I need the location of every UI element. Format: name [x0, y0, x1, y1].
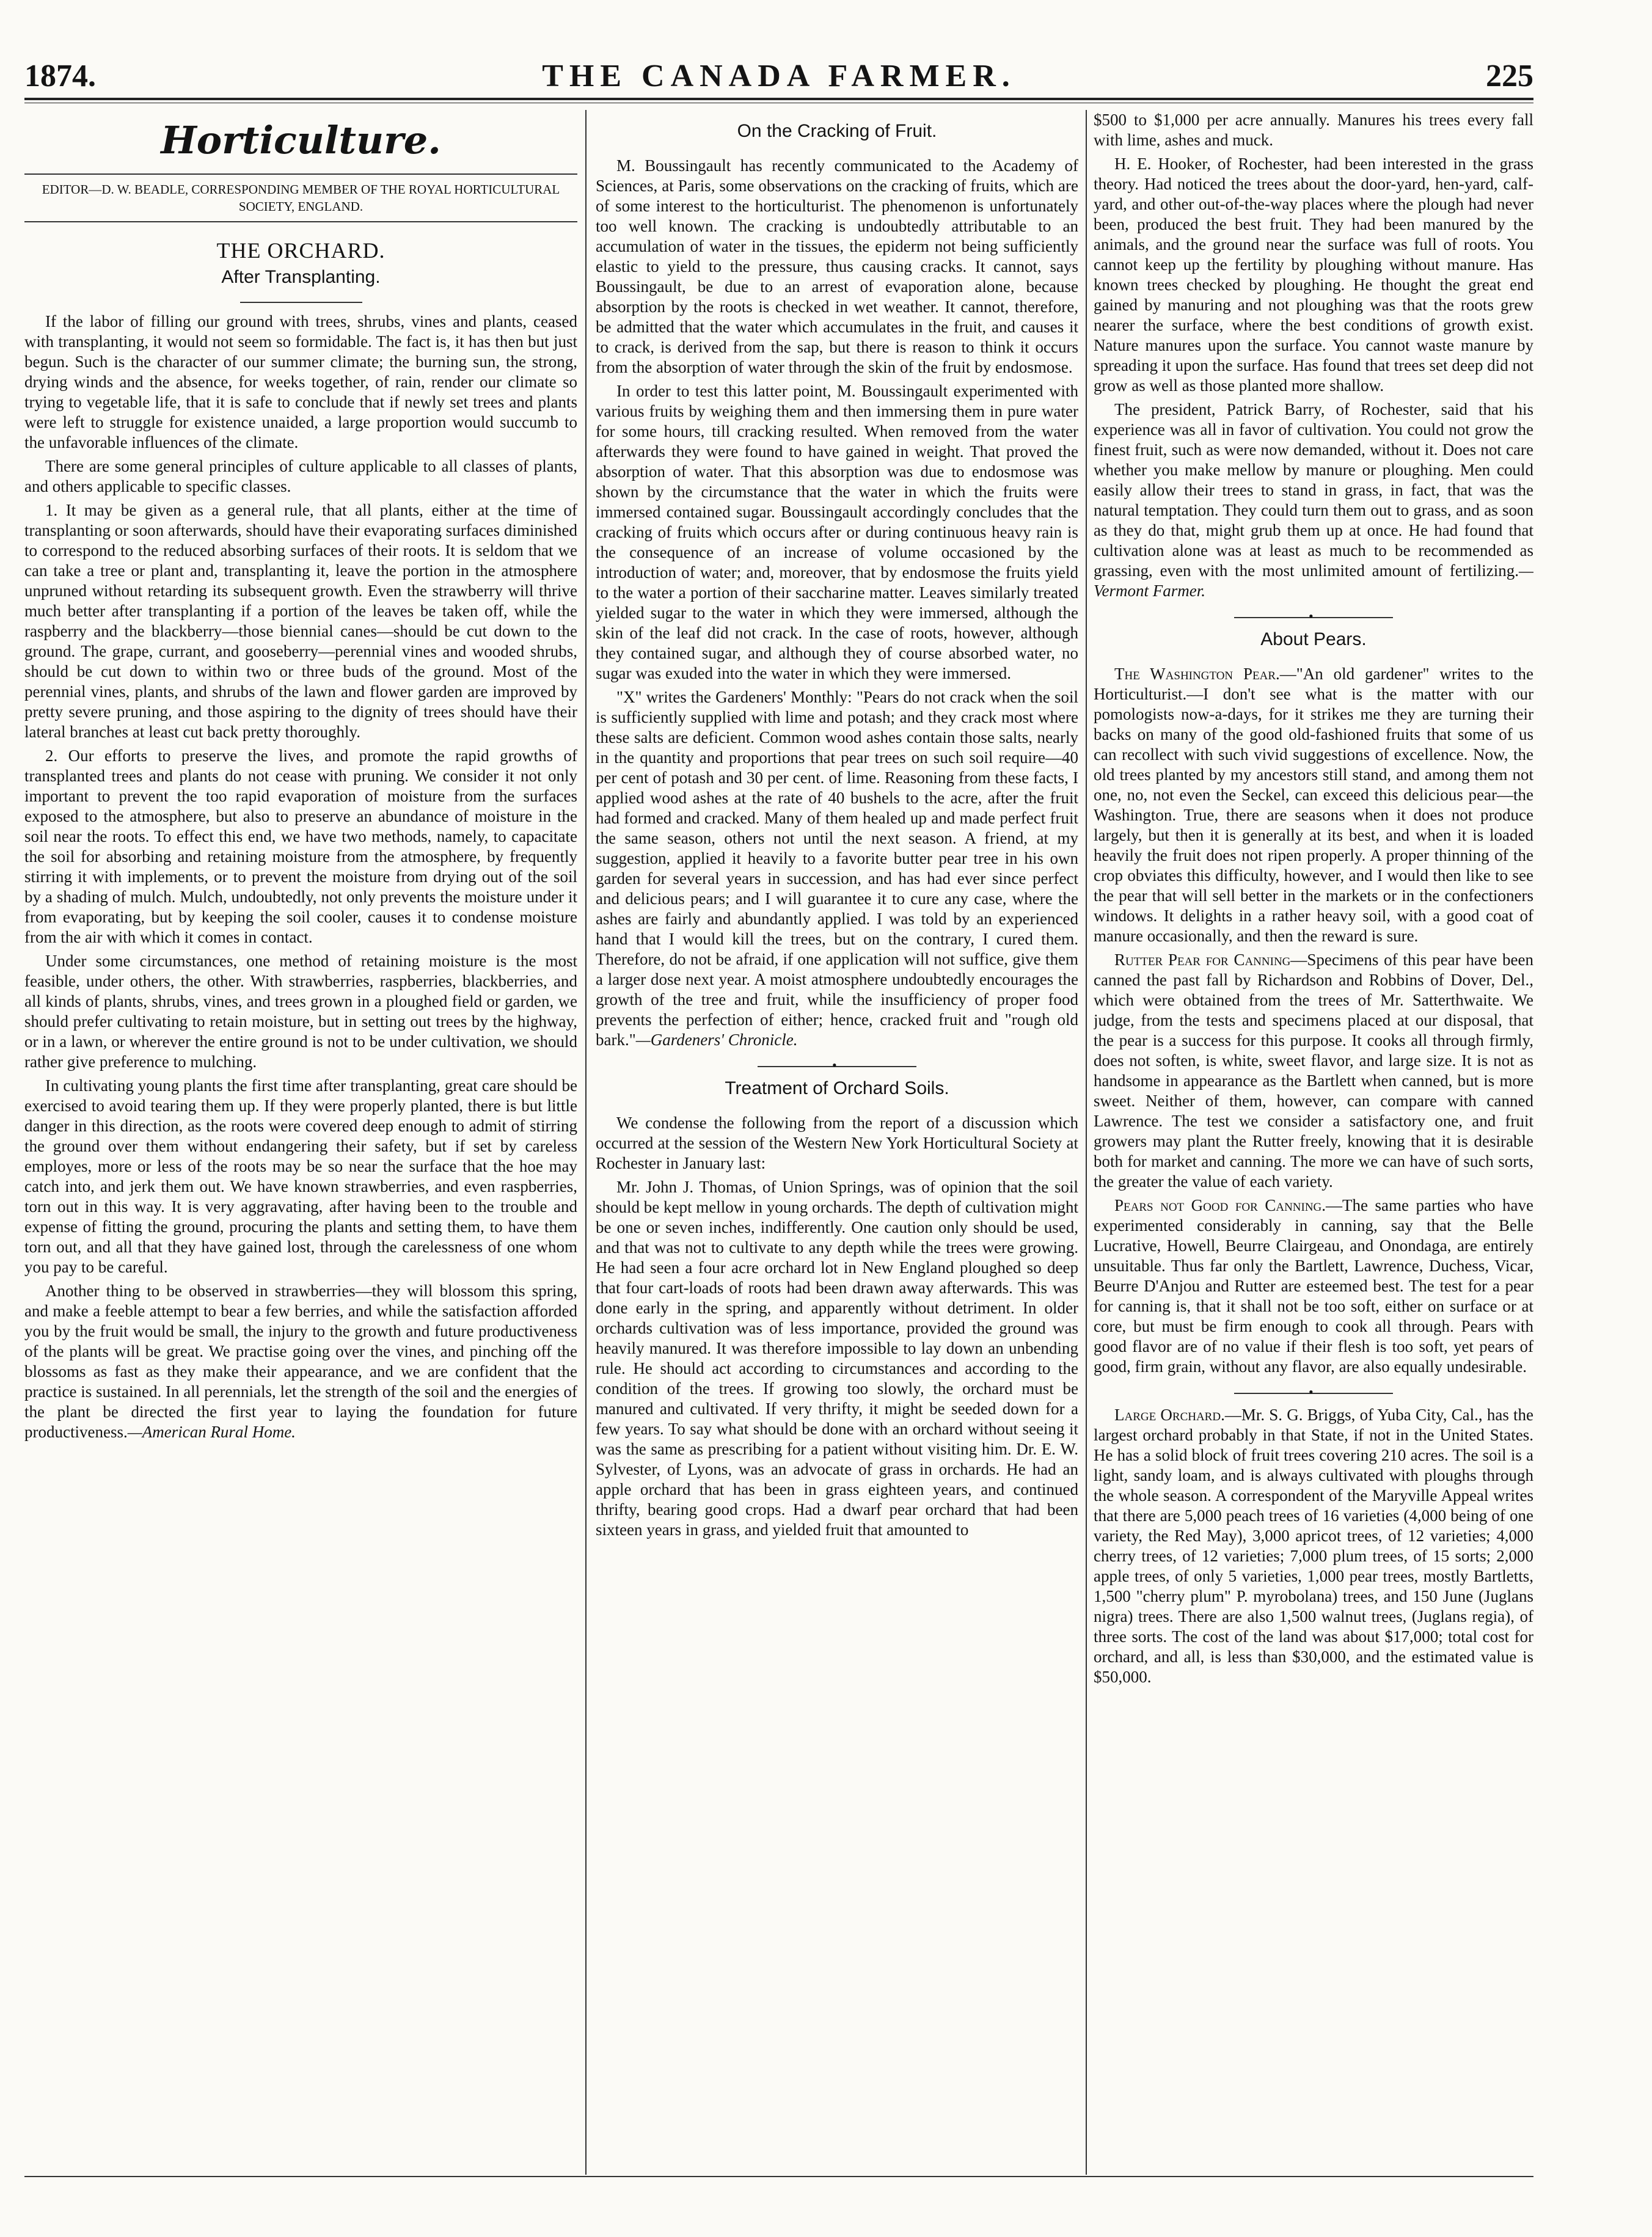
masthead-rule: [24, 98, 1533, 100]
section-title: Horticulture.: [161, 118, 441, 162]
pear-item: [1094, 950, 1533, 1192]
paragraph: [596, 687, 1078, 1050]
editor-line: EDITOR—D. W. BEADLE, CORRESPONDING MEMBER OF THE ROYAL HORTICULTURAL SOCIETY, ENGLAND.: [24, 173, 577, 222]
article-source: —American Rural Home.: [127, 1423, 296, 1441]
pear-item-lead: Pears not Good for Canning.: [1114, 1196, 1326, 1214]
paragraph: 1. It may be given as a general rule, that all plants, either at the time of transplanting or soon afterwards, should have their evaporating surfaces diminished to correspond to the reduced absorbing surfaces of their roots. It is seldom that we can take a tree or plant and, transplanting it, leave the portion in the atmosphere unpruned without retarding its subsequent growth. Even the strawberry will thrive much better after transplanting if a portion of the leaves be taken off, while the raspberry and the blackberry—those biennial canes—should be cut down to the ground. The grape, currant, and gooseberry—perennial vines and wooded shrubs, should be cut down to within two or three buds of the ground. Most of the perennial vines, plants, and shrubs of the lawn and flower garden are improved by pretty severe pruning, and those aspiring to the dignity of trees should have their lateral branches at least cut back pretty thoroughly.: [24, 501, 577, 741]
masthead-title: THE CANADA FARMER.: [542, 59, 1016, 93]
column-divider: [585, 110, 587, 2175]
article-divider: [758, 1066, 916, 1067]
heading-rule: [240, 302, 362, 303]
column-2: [596, 110, 1078, 2175]
article-divider: [1234, 1393, 1393, 1394]
pear-item: [1094, 664, 1533, 946]
column-divider: [1086, 110, 1087, 2175]
article-heading: On the Cracking of Fruit.: [737, 121, 937, 141]
article-source: —Gardeners' Chronicle.: [635, 1031, 798, 1049]
pear-item-lead: Rutter Pear for Canning: [1114, 951, 1291, 969]
column-1: [24, 110, 577, 2175]
paragraph: $500 to $1,000 per acre annually. Manures his trees every fall with lime, ashes and muck.: [1094, 111, 1533, 149]
paragraph: [24, 1281, 577, 1442]
pear-item-text: —Mr. S. G. Briggs, of Yuba City, Cal., has the largest orchard probably in that State, if not in the United States. He has a solid block of fruit trees covering 210 acres. The soil is a light, sandy loam, and is always cultivated with ploughs through the whole season. A correspondent of the Maryville Appeal writes that there are 5,000 peach trees of 16 varieties (4,000 being of one variety, the Red May), 3,000 apricot trees, of 12 varieties; 4,000 cherry trees, of 12 varieties; 7,000 plum trees, of 15 sorts; 2,000 apple trees, of only 5 varieties, 1,000 pear trees, mostly Bartletts, 1,500 "cherry plum" P. myrobolana) trees, and 150 June (Juglans nigra) trees. There are also 1,500 walnut trees, (Juglans regia), of three sorts. The cost of the land was about $17,000; total cost for orchard, and all, is less than $30,000, and the estimated value is $50,000.: [1094, 1406, 1533, 1686]
pear-item-text: —Specimens of this pear have been canned the past fall by Richardson and Robbins of Dover, Del., which were obtained from the trees of Mr. Satterthwaite. We judge, from the tests and specimens placed at our disposal, that the pear is a success for this purpose. It cooks all through firmly, does not soften, is white, sweet flavor, and large size. It is not as handsome in appearance as the Bartlett when canned, but is more sweet. Neither of them, however, can compare with canned Lawrence. The test we consider a satisfactory one, and fruit growers may plant the Rutter freely, knowing that it is desirable both for market and canning. The more we can have of such sorts, the greater the value of each variety.: [1094, 951, 1533, 1191]
paragraph: We condense the following from the report of a discussion which occurred at the session of the Western New York Horticultural Society at Rochester in January last:: [596, 1114, 1078, 1172]
paragraph: 2. Our efforts to preserve the lives, and promote the rapid growths of transplanted trees and plants do not cease with pruning. We consider it not only important to prevent the too rapid evaporation of moisture from the surfaces exposed to the atmosphere, but also to preserve an abundance of moisture in the soil near the roots. To effect this end, we have two methods, namely, to capacitate the soil for absorbing and retaining moisture from the atmosphere, by frequently stirring it with implements, or to prevent the moisture from drying out of the soil by a shading of mulch. Mulch, undoubtedly, not only prevents the moisture under it from evaporating, but by keeping the soil cooler, causes it to condense moisture from the air with which it comes in contact.: [24, 746, 577, 946]
pear-item-text: —The same parties who have experimented considerably in canning, say that the Belle Lucrative, Howell, Beurre Clairgeau, and Onondaga, are entirely unsuitable. Thus far only the Bartlett, Lawrence, Duchess, Vicar, Beurre D'Anjou and Rutter are esteemed best. The test for a pear for canning is, that it shall not be too soft, either on surface or at core, but must be firm enough to cook all through. Pears with good flavor are of no value if their flesh is too soft, yet pears of good, firm grain, without any flavor, are also equally undesirable.: [1094, 1196, 1533, 1376]
paragraph: M. Boussingault has recently communicated to the Academy of Sciences, at Paris, some observations on the cracking of fruits, which are of some interest to the horticulturist. The phenomenon is unfortunately too well known. The cracking is undoubtedly attributable to an accumulation of water in the tissues, the epiderm not being sufficiently elastic to yield to the pressure, thus causing cracks. It cannot, says Boussingault, be due to an arrest of evaporation alone, because absorption by the roots is checked in wet weather. It cannot, therefore, be admitted that the water which accumulates in the fruit, and causes it to crack, is derived from the sap, but there is reason to think it occurs from the absorption of water through the skin of the fruit by endosmose.: [596, 156, 1078, 376]
article-heading: About Pears.: [1260, 629, 1367, 649]
page-number: 225: [1486, 59, 1533, 93]
article-source: —Vermont Farmer.: [1094, 561, 1533, 600]
masthead-year: 1874.: [24, 59, 96, 93]
paragraph: Under some circumstances, one method of retaining moisture is the most feasible, under others, the other. With strawberries, raspberries, blackberries, and all kinds of plants, shrubs, vines, and trees grown in a ploughed field or garden, we should prefer cultivating to retain moisture, but in setting out trees by the highway, or in a lawn, or wherever the entire ground is not to be under cultivation, we should rather give preference to mulching.: [24, 952, 577, 1071]
pear-item: [1094, 1195, 1533, 1377]
paragraph: Mr. John J. Thomas, of Union Springs, was of opinion that the soil should be kept mellow in young orchards. The depth of cultivation might be one or seven inches, indifferently. One caution only should be used, and that was not to cultivate to any depth while the trees were growing. He had seen a four acre orchard lot in New England ploughed so deep that four cart-loads of roots had been drawn away afterwards. This was done early in the spring, and apparently without detriment. In older orchards cultivation was of less importance, provided the ground was heavily manured. It was therefore impossible to lay down an unbending rule. He should act according to circumstances and according to the condition of the trees. If growing too slowly, the orchard must be manured and cultivated. If very thrifty, it might be seeded down for a few years. To say what should be done with an orchard without seeing it was the same as prescribing for a patient without visiting him. Dr. E. W. Sylvester, of Lyons, was an advocate of grass in orchards. He had an apple orchard that has been in grass eighteen years, and continued thrifty, bearing good crops. Had a dwarf pear orchard that had been sixteen years in grass, and yielded fruit that amounted to: [596, 1178, 1078, 1539]
bottom-rule: [24, 2176, 1533, 2177]
paragraph: [1094, 400, 1533, 601]
paragraph-text: "X" writes the Gardeners' Monthly: "Pears do not crack when the soil is sufficiently supplied with lime and potash; and they crack most where these salts are deficient. Common wood ashes contain those salts, nearly in the quantity and proportions that pear trees on such soil require—40 per cent of potash and 30 per cent. of lime. Reasoning from these facts, I applied wood ashes at the rate of 40 bushels to the acre, after the fruit had formed and cracked. Many of them healed up and made perfect fruit the same season, others not until the next season. A friend, at my suggestion, applied it heavily to a favorite butter pear tree in his own garden for several years in succession, and has had ever since perfect and delicious pears; and I will guarantee it to cure any case, where the ashes are fairly and abundantly applied. I was told by an experienced hand that I would kill the trees, but on the contrary, I cured them. Therefore, do not be afraid, if one application will not suffice, give them a larger dose next year. A moist atmosphere undoubtedly encourages the growth of the tree and fruit, while the insufficiency of proper food prevents the perfection of either; hence, cracked fruit and "rough old bark.": [596, 688, 1078, 1049]
article-divider: [1234, 617, 1393, 618]
paragraph: In cultivating young plants the first time after transplanting, great care should be exercised to avoid tearing them up. If they were properly planted, there is but little danger in this direction, as the roots were covered deep enough to admit of stirring the ground over them without endangering their safety, but if set by careless employes, more or less of the roots may be so near the surface that the hoe may catch into, and jerk them out. We have known strawberries, and even raspberries, torn out in this way. It is very aggravating, after having been to the trouble and expense of fitting the ground, procuring the plants and setting them, to have them torn out, and all that they have gained lost, through the carelessness of one whom you pay to be careful.: [24, 1076, 577, 1276]
paragraph: H. E. Hooker, of Rochester, had been interested in the grass theory. Had noticed the trees about the door-yard, hen-yard, calf-yard, and other out-of-the-way places where the plough had never been, produced the best fruit. They had been manured by the animals, and the ground near the surface was full of roots. You cannot keep up the fertility by ploughing without manure. Has known trees checked by ploughing. He thought the great end gained by manuring and not ploughing was that the roots grew nearer the surface, where the best conditions of growth exist. Nature manures upon the surface. You cannot waste manure by spreading it upon the surface. Has found that trees set deep did not grow as well as those planted more shallow.: [1094, 155, 1533, 395]
paragraph: There are some general principles of culture applicable to all classes of plants, and others applicable to specific classes.: [24, 457, 577, 495]
pear-item-lead: The Washington Pear.: [1114, 665, 1280, 683]
pear-item: [1094, 1405, 1533, 1687]
article-heading: THE ORCHARD.: [216, 238, 386, 263]
article-heading: Treatment of Orchard Soils.: [725, 1078, 949, 1098]
paragraph-text: Another thing to be observed in strawberries—they will blossom this spring, and make a feeble attempt to bear a few berries, and while the satisfaction afforded you by the fruit would be small, the injury to the growth and future productiveness of the plants will be great. We practise going over the vines, and pinching off the blossoms as fast as they make their appearance, and we are confident that the practice is sustained. In all perennials, let the strength of the soil and the energies of the plant be directed the first year to laying the foundation for future productiveness.: [24, 1282, 577, 1441]
pear-item-text: —"An old gardener" writes to the Horticulturist.—I don't see what is the matter with our pomologists now-a-days, for it strikes me they are turning their backs on many of the good old-fashioned fruits that some of us can recollect with such vivid suggestions of excellence. Now, the old trees planted by my ancestors still stand, and among them not one, no, not even the Seckel, can exceed this delicious pear—the Washington. True, there are seasons when it does not produce largely, but then it is generally at its best, and when it is loaded heavily the fruit does not ripen properly. A proper thinning of the crop obviates this difficulty, however, and I would then like to see the pear that will sell better in the markets or in the confectioners windows. It delights in a rather heavy soil, with a good coat of manure occasionally, and then the reward is sure.: [1094, 665, 1533, 945]
article-subheading: After Transplanting.: [221, 267, 381, 287]
column-3: [1094, 110, 1533, 2175]
pear-item-lead: Large Orchard.: [1114, 1406, 1225, 1424]
paragraph: If the labor of filling our ground with trees, shrubs, vines and plants, ceased with transplanting, it would not seem so formidable. The fact is, it has then but just begun. Such is the character of our summer climate; the burning sun, the strong, drying winds and the absence, for weeks together, of rain, render our climate so trying to vegetable life, that it is safe to conclude that if newly set trees and plants were left to struggle for existence unaided, a large proportion would succumb to the unfavorable influences of the climate.: [24, 312, 577, 451]
paragraph-text: The president, Patrick Barry, of Rochester, said that his experience was all in favor of cultivation. You could not grow the finest fruit, such as were now demanded, without it. Does not care whether you make mellow by manure or ploughing. Men could easily allow their trees to stand in grass, in fact, that was the natural temptation. They could turn them out to grass, and as soon as they do that, might grub them up at once. He had found that cultivation alone was at least as much to be recommended as grassing, even with the most unlimited amount of fertilizing.: [1094, 400, 1533, 580]
paragraph: In order to test this latter point, M. Boussingault experimented with various fruits by weighing them and then immersing them in pure water for some hours, till cracking resulted. When removed from the water afterwards they were found to have gained in weight. That proved the absorption of water. That this absorption was due to endosmose was shown by the circumstance that the water in which the fruits were immersed contained sugar. Boussingault accordingly concludes that the cracking of fruits which occurs after or during continuous heavy rain is the consequence of an increase of volume occasioned by the introduction of water; and, moreover, that by endosmose the fruits yield to the water a portion of their saccharine matter. Leaves similarly treated yielded sugar to the water in which they were immersed, although the skin of the leaf did not crack. In the case of roots, however, although they contained sugar, and although they of course absorbed water, no sugar was exuded into the water in which they were immersed.: [596, 382, 1078, 682]
